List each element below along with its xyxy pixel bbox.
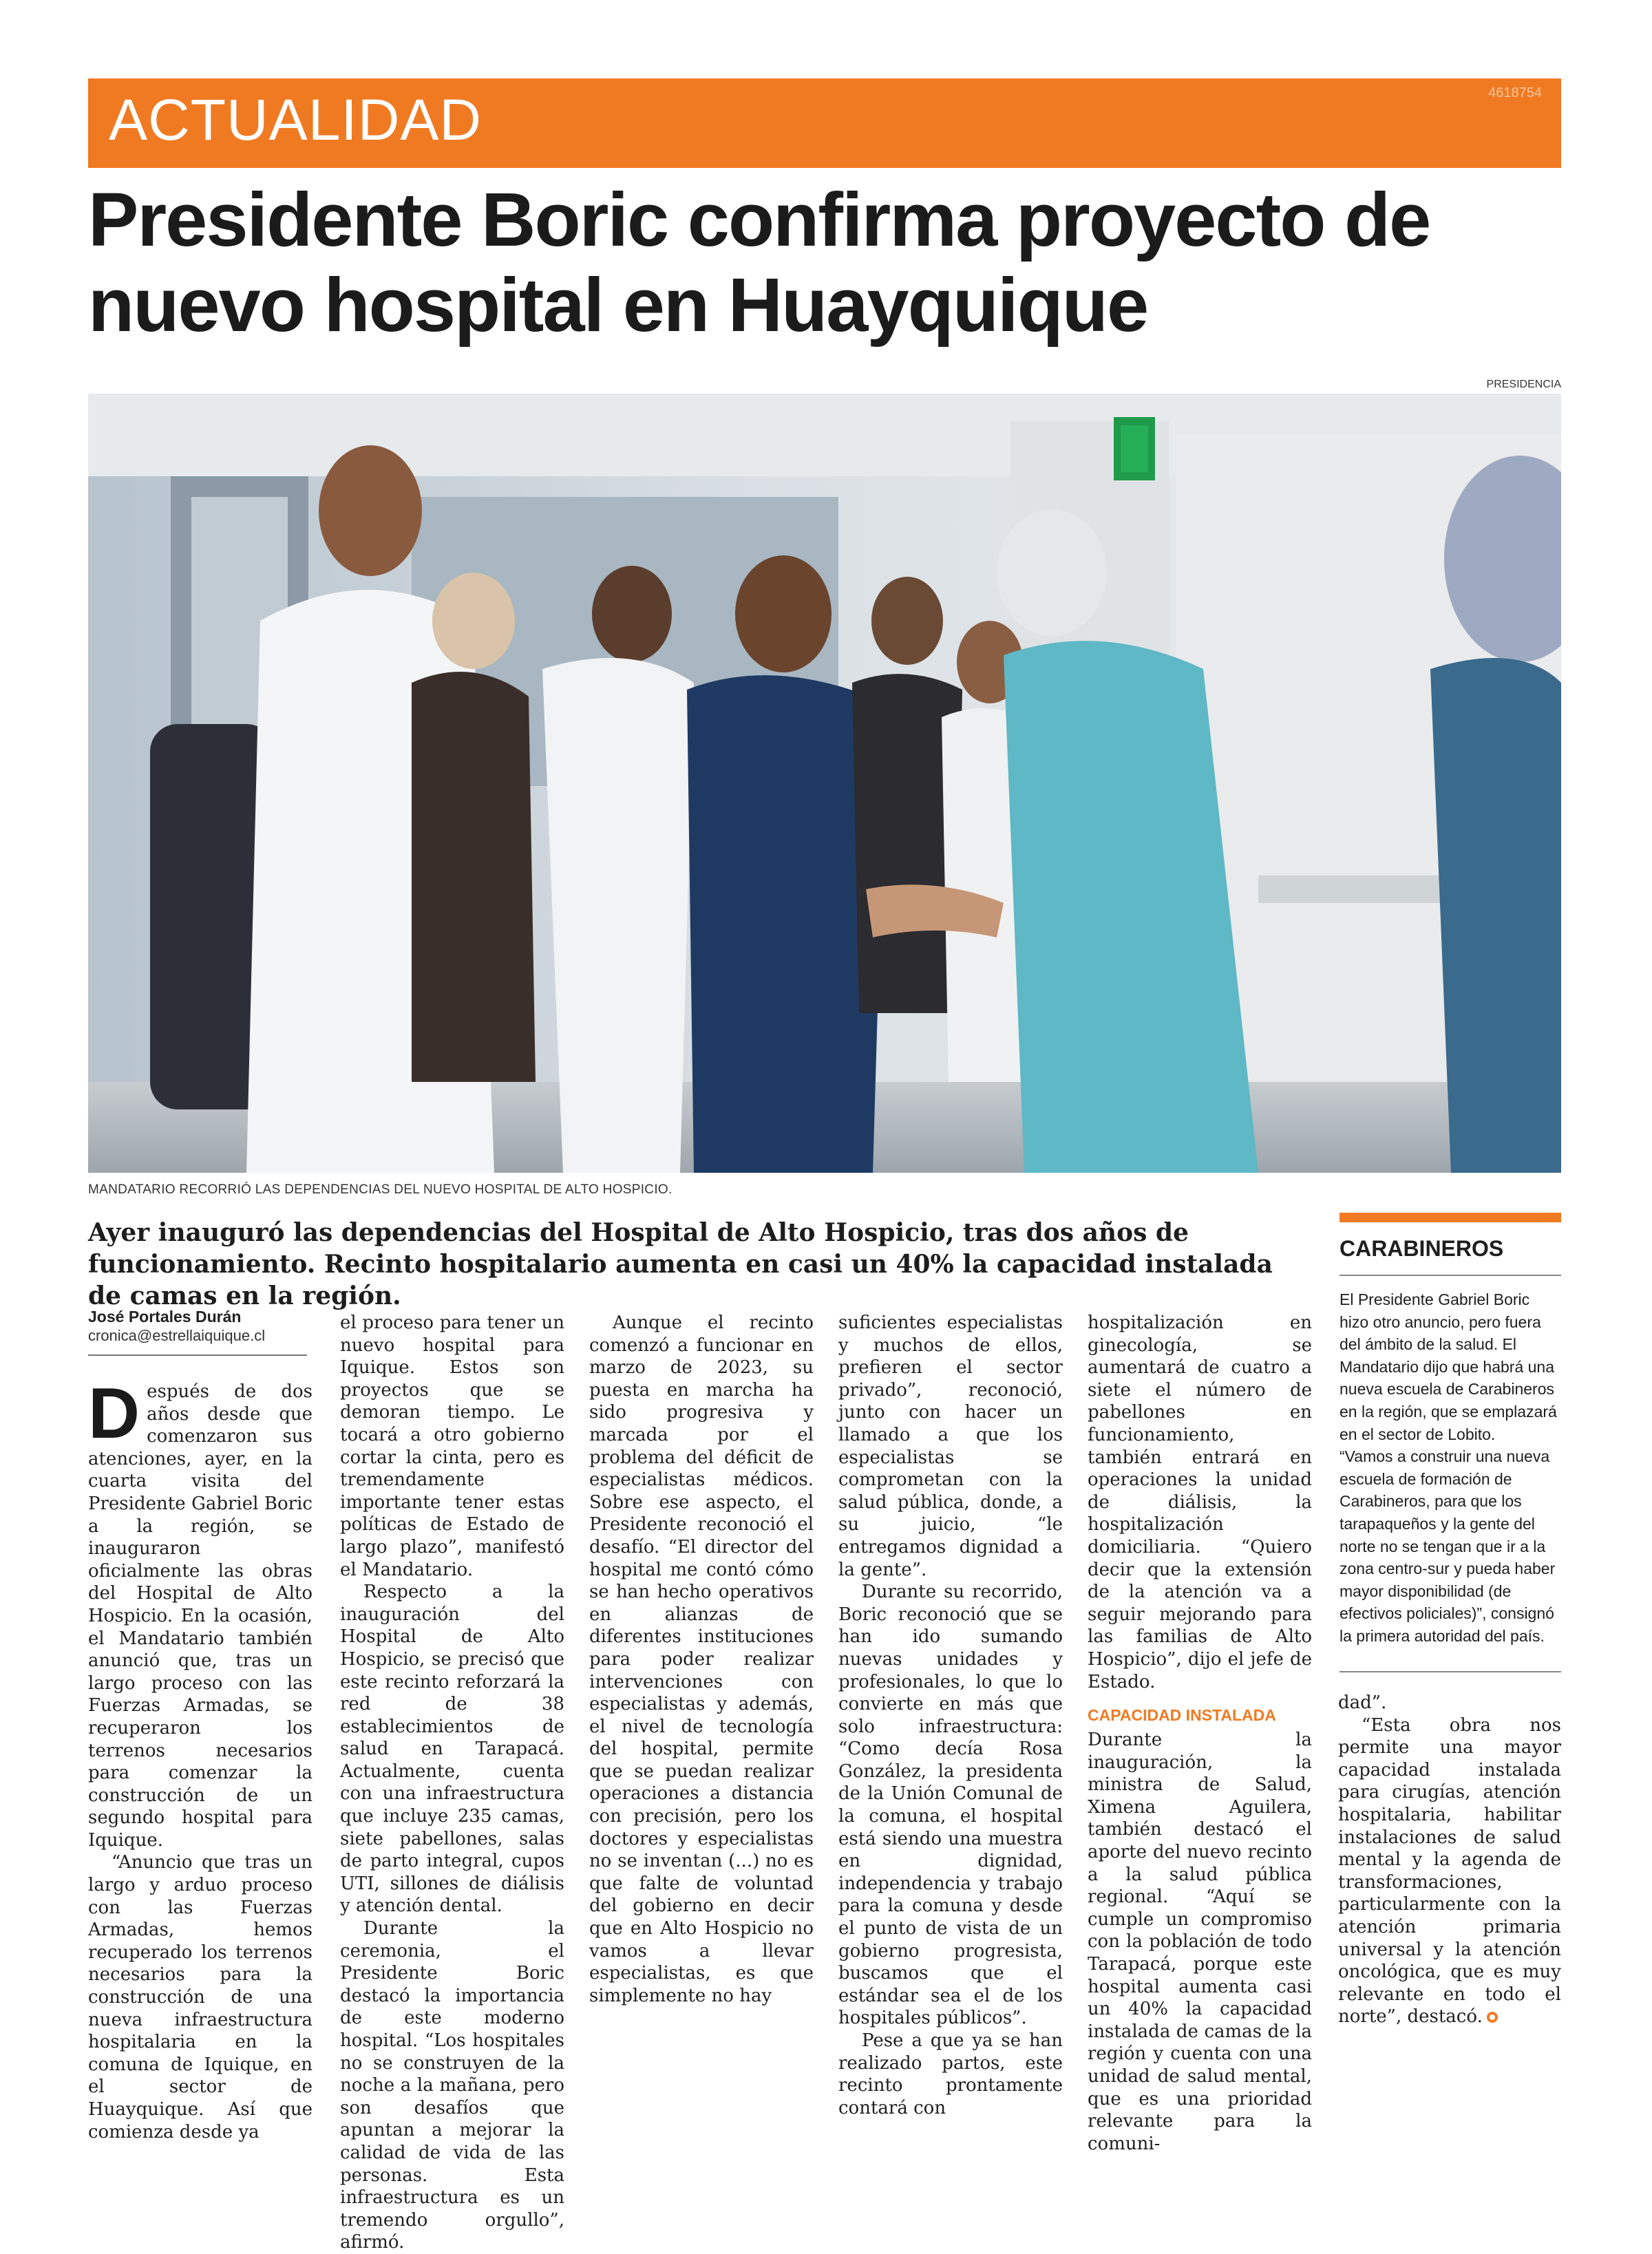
photo-caption: MANDATARIO RECORRIÓ LAS DEPENDENCIAS DEL NUEVO HOSPITAL DE ALTO HOSPICIO. (88, 1182, 673, 1197)
body-paragraph: “Esta obra nos permite una mayor capacidad instalada para cirugías, atención hospitalaria, habilitar instalaciones de salud mental y la agenda de transformaciones, particularmente con la atención primaria universal y la atención oncológica, que es muy relevante en todo el norte”, destacó. (1338, 1714, 1561, 2028)
drop-cap: D (88, 1374, 140, 1454)
lead-paragraph: Ayer inauguró las dependencias del Hospital de Alto Hospicio, tras dos años de funcionamiento. Recinto hospitalario aumenta en casi un 40% la capacidad instalada de camas en la región. (88, 1218, 1273, 1310)
body-column-6 (1338, 1692, 1561, 2028)
sidebar-paragraph: El Presidente Gabriel Boric hizo otro anuncio, pero fuera del ámbito de la salud. El Mandatario dijo que habrá una nueva escuela de Carabineros en la región, que se emplazará en el sector de Lobito. (1339, 1290, 1557, 1443)
body-column-4 (838, 1312, 1063, 2119)
body-paragraph: Durante la ceremonia, el Presidente Boric destacó la importancia de este moderno hospital. “Los hospitales no se construyen de la noche a la mañana, pero son desafíos que apuntan a mejorar la calidad de vida de las personas. Esta infraestructura es un tremendo orgullo”, afirmó. (340, 1918, 564, 2253)
author-name: José Portales Durán (88, 1308, 242, 1326)
body-column-2 (340, 1312, 564, 2254)
body-paragraph: Respecto a la inauguración del Hospital de Alto Hospicio, se precisó que este recinto reforzará la red de 38 establecimientos de salud en Tarapacá. Actualmente, cuenta con una infraestructura que incluye 235 camas, siete pabellones, salas de parto integral, cupos UTI, sillones de diálisis y atención dental. (340, 1582, 564, 1917)
body-paragraph: espués de dos años desde que comenzaron sus atenciones, ayer, en la cuarta visita del Presidente Gabriel Boric a la región, se inauguraron oficialmente las obras del Hospital de Alto Hospicio. En la ocasión, el Mandatario también anunció que, tras un largo proceso con las Fuerzas Armadas, se recuperaron los terrenos necesarios para comenzar la construcción de un segundo hospital para Iquique. (88, 1381, 313, 1851)
sidebar-divider (1339, 1275, 1561, 1276)
end-mark-icon (1487, 2012, 1498, 2023)
photo-credit: PRESIDENCIA (1486, 379, 1561, 390)
body-paragraph: suficientes especialistas y muchos de ellos, prefieren el sector privado”, reconoció, junto con hacer un llamado a que los especialistas se comprometan con la salud pública, donde, a su juicio, “le entregamos dignidad a la gente”. (838, 1312, 1063, 1580)
body-paragraph: Durante la inauguración, la ministra de Salud, Ximena Aguilera, también destacó el aporte del nuevo recinto a la salud pública regional. “Aquí se cumple un compromiso con la población de todo Tarapacá, porque este hospital aumenta casi un 40% la capacidad instalada de camas de la región y cuenta con una unidad de salud mental, que es una prioridad relevante para la comuni- (1088, 1730, 1312, 2154)
body-paragraph: Durante su recorrido, Boric reconoció que se han ido sumando nuevas unidades y profesionales, lo que lo convierte en más que solo infraestructura: “Como decía Rosa González, la presidenta de la Unión Comunal de la comuna, el hospital está siendo una muestra en dignidad, independencia y trabajo para la comuna y desde el punto de vista de un gobierno progresista, buscamos que el estándar sea el de los hospitales públicos”. (838, 1582, 1063, 2029)
sidebar-paragraph: “Vamos a construir una nueva escuela de formación de Carabineros, para que los tarapaqueños y la gente del norte no se tengan que ir a la zona centro-sur y pueda haber mayor disponibilidad (de efectivos policiales)”, consignó la primera autoridad del país. (1339, 1447, 1556, 1645)
author-divider (88, 1354, 307, 1356)
body-paragraph: el proceso para tener un nuevo hospital para Iquique. Estos son proyectos que se demoran tiempo. Le tocará a otro gobierno cortar la cinta, pero es tremendamente importante tener estas políticas de Estado de largo plazo”, manifestó el Mandatario. (340, 1312, 564, 1580)
headline: Presidente Boric confirma proyecto de nuevo hospital en Huayquique (88, 178, 1430, 348)
body-paragraph: “Anuncio que tras un largo y arduo proceso con las Fuerzas Armadas, hemos recuperado los terrenos necesarios para la construcción de una nueva infraestructura hospitalaria en la comuna de Iquique, en el sector de Huayquique. Así que comienza desde ya (88, 1852, 313, 2143)
article-code: 4618754 (1488, 85, 1542, 100)
news-photo (88, 394, 1561, 1173)
sidebar-end-divider (1339, 1671, 1561, 1672)
section-label: ACTUALIDAD (109, 87, 483, 152)
sidebar-body (1339, 1288, 1561, 1648)
body-column-1 (88, 1374, 313, 2143)
body-column-3 (589, 1312, 814, 2007)
sidebar-title: CARABINEROS (1339, 1236, 1504, 1261)
section-band (88, 78, 1561, 168)
section-subhead: CAPACIDAD INSTALADA (1088, 1706, 1276, 1725)
body-column-5 (1088, 1312, 1312, 2155)
author-email[interactable]: cronica@estrellaiquique.cl (88, 1327, 266, 1344)
sidebar-accent-bar (1339, 1213, 1561, 1222)
body-paragraph: hospitalización en ginecología, se aumentará de cuatro a siete el número de pabellones en funcionamiento, también entrará en operaciones la unidad de diálisis, la hospitalización domiciliaria. “Quiero decir que la extensión de la atención va a seguir mejorando para las familias de Alto Hospicio”, dijo el jefe de Estado. (1088, 1312, 1312, 1692)
body-paragraph: dad”. (1338, 1692, 1387, 1713)
body-paragraph: Pese a que ya se han realizado partos, este recinto prontamente contará con (838, 2030, 1063, 2118)
body-paragraph: Aunque el recinto comenzó a funcionar en marzo de 2023, su puesta en marcha ha sido progresiva y marcada por el problema del déficit de especialistas médicos. Sobre ese aspecto, el Presidente reconoció el desafío. “El director del hospital me contó cómo se han hecho operativos en alianzas de diferentes instituciones para poder realizar intervenciones con especialistas y además, el nivel de tecnología del hospital, permite que se puedan realizar operaciones a distancia con precisión, pero los doctores y especialistas no se inventan (...) no es que falte de voluntad del gobierno en decir que en Alto Hospicio no vamos a llevar especialistas, es que simplemente no hay (589, 1312, 814, 2006)
